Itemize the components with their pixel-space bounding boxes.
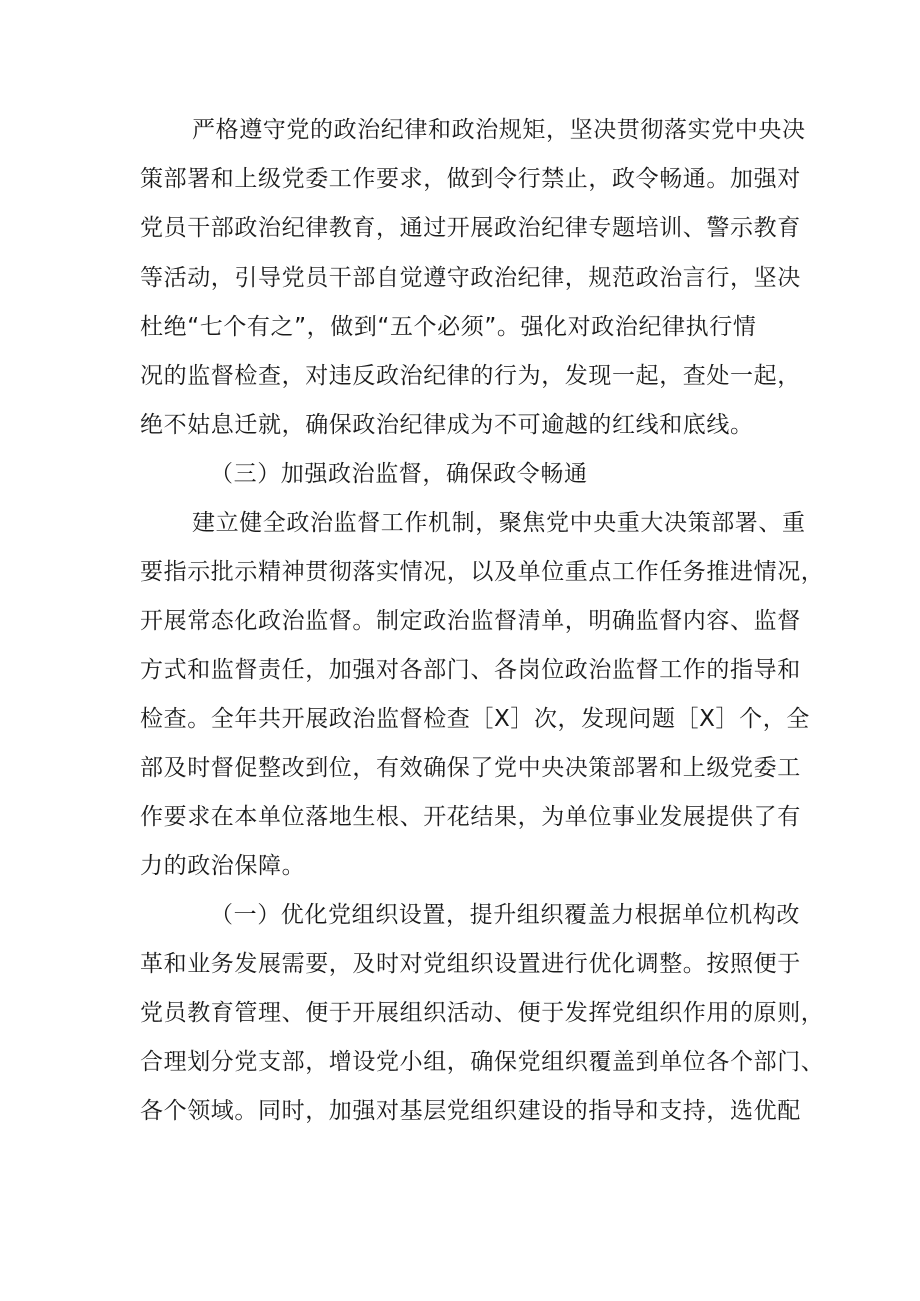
paragraph-1-line-4: 等活动，引导党员干部自觉遵守政治纪律，规范政治言行，坚决: [140, 265, 801, 291]
paragraph-2-line-8: 力的政治保障。: [140, 853, 306, 879]
section-heading: （三）加强政治监督，确保政令畅通: [210, 461, 588, 487]
paragraph-3-line-5: 各个领域。同时，加强对基层党组织建设的指导和支持，选优配: [140, 1098, 801, 1124]
paragraph-2-line-5: 检查。全年共开展政治监督检查［X］次，发现问题［X］个，全: [140, 706, 810, 732]
paragraph-1-line-7: 绝不姑息迁就，确保政治纪律成为不可逾越的红线和底线。: [140, 412, 754, 438]
paragraph-2-line-1: 建立健全政治监督工作机制，聚焦党中央重大决策部署、重: [192, 510, 806, 536]
paragraph-3-line-2: 革和业务发展需要，及时对党组织设置进行优化调整。按照便于: [140, 951, 801, 977]
paragraph-2-line-3: 开展常态化政治监督。制定政治监督清单，明确监督内容、监督: [140, 608, 801, 634]
paragraph-1-line-1: 严格遵守党的政治纪律和政治规矩，坚决贯彻落实党中央决: [192, 117, 806, 143]
paragraph-3-line-3: 党员教育管理、便于开展组织活动、便于发挥党组织作用的原则，: [140, 1000, 825, 1026]
paragraph-1-line-3: 党员干部政治纪律教育，通过开展政治纪律专题培训、警示教育: [140, 215, 801, 241]
paragraph-2-line-7: 作要求在本单位落地生根、开花结果，为单位事业发展提供了有: [140, 804, 801, 830]
paragraph-2-line-2: 要指示批示精神贯彻落实情况，以及单位重点工作任务推进情况，: [140, 559, 825, 585]
paragraph-1-line-2: 策部署和上级党委工作要求，做到令行禁止，政令畅通。加强对: [140, 166, 801, 192]
paragraph-1-line-6: 况的监督检查，对违反政治纪律的行为，发现一起，查处一起，: [140, 363, 801, 389]
paragraph-1-line-5: 杜绝“七个有之”，做到“五个必须”。强化对政治纪律执行情: [140, 314, 757, 340]
paragraph-2-line-6: 部及时督促整改到位，有效确保了党中央决策部署和上级党委工: [140, 755, 801, 781]
paragraph-3-line-4: 合理划分党支部，增设党小组，确保党组织覆盖到单位各个部门、: [140, 1049, 825, 1075]
paragraph-2-line-4: 方式和监督责任，加强对各部门、各岗位政治监督工作的指导和: [140, 657, 801, 683]
paragraph-3-line-1: （一）优化党组织设置，提升组织覆盖力根据单位机构改: [210, 902, 800, 928]
